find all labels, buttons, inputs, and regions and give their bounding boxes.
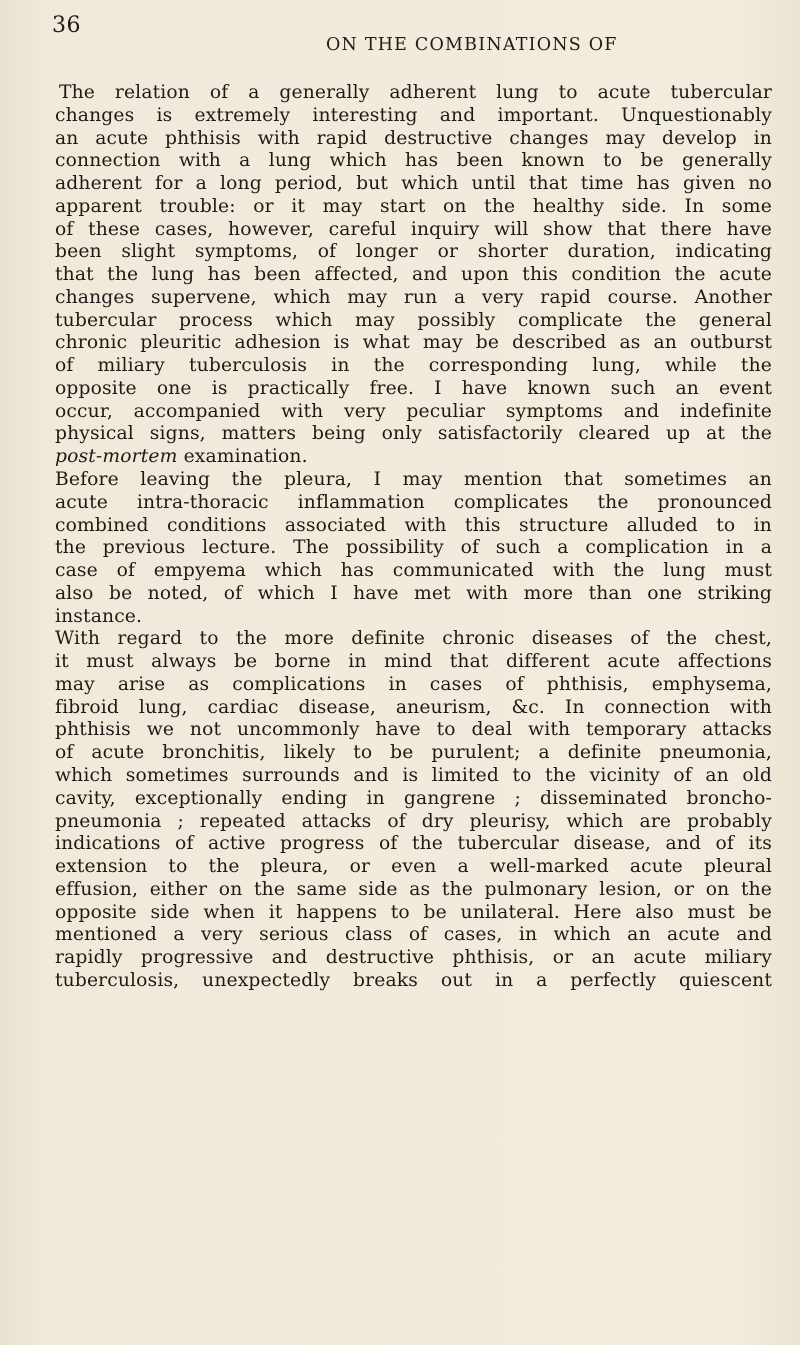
text-line: tubercular process which may possibly complicate the general [55, 309, 772, 331]
text-line: opposite side when it happens to be unilateral. Here also must be [55, 901, 772, 923]
text-line: connection with a lung which has been known to be generally [55, 150, 772, 172]
text-line: an acute phthisis with rapid destructive changes may develop in [55, 127, 772, 149]
running-head: ON THE COMBINATIONS OF [326, 35, 618, 55]
text-line: extension to the pleura, or even a well-marked acute pleural [55, 856, 772, 878]
text-line: case of empyema which has communicated with the lung must [55, 560, 772, 582]
text-line: The relation of a generally adherent lung to acute tubercular [59, 82, 772, 103]
text-line: apparent trouble: or it may start on the healthy side. In some [55, 195, 772, 217]
text-line: occur, accompanied with very peculiar symptoms and indefinite [55, 400, 772, 422]
text-line: rapidly progressive and destructive phthisis, or an acute miliary [55, 947, 772, 969]
text-line: tuberculosis, unexpectedly breaks out in a perfectly quiescent [55, 969, 772, 991]
text-line: indications of active progress of the tubercular disease, and of its [55, 833, 772, 855]
body-text [55, 82, 772, 993]
text-line: changes supervene, which may run a very rapid course. Another [55, 286, 772, 308]
text-line: phthisis we not uncommonly have to deal with temporary attacks [55, 719, 772, 741]
text-line: chronic pleuritic adhesion is what may be described as an outburst [55, 332, 772, 354]
text-line: changes is extremely interesting and important. Unquestionably [55, 104, 772, 126]
text-line: combined conditions associated with this structure alluded to in [55, 514, 772, 536]
text-line: also be noted, of which I have met with more than one striking [55, 582, 772, 604]
text-line: been slight symptoms, of longer or shorter duration, indicating [55, 241, 772, 263]
text-line: of miliary tuberculosis in the corresponding lung, while the [55, 355, 772, 377]
text-line: pneumonia ; repeated attacks of dry pleurisy, which are probably [55, 810, 772, 832]
page-header [0, 14, 800, 64]
text-line: effusion, either on the same side as the pulmonary lesion, or on the [55, 878, 772, 900]
text-line: opposite one is practically free. I have known such an event [55, 377, 772, 399]
text-line: With regard to the more definite chronic diseases of the chest, [55, 628, 772, 650]
text-line: instance. [55, 605, 143, 627]
text-line: cavity, exceptionally ending in gangrene ; disseminated broncho- [55, 787, 772, 809]
text-line: physical signs, matters being only satisfactorily cleared up at the [55, 423, 772, 445]
text-line: adherent for a long period, but which until that time has given no [55, 173, 772, 195]
text-line: of acute bronchitis, likely to be purulent; a definite pneumonia, [55, 742, 772, 764]
text-line: acute intra-thoracic inflammation complicates the pronounced [55, 491, 772, 513]
text-line: the previous lecture. The possibility of such a complication in a [55, 537, 772, 559]
italic-term: post-mortem [55, 446, 178, 468]
text-line: which sometimes surrounds and is limited to the vicinity of an old [55, 764, 772, 786]
text-line: of these cases, however, careful inquiry will show that there have [55, 218, 772, 240]
text-line [55, 446, 772, 469]
page-number: 36 [52, 13, 81, 38]
text-line: Before leaving the pleura, I may mention that sometimes an [55, 469, 772, 491]
text-line: mentioned a very serious class of cases, in which an acute and [55, 924, 772, 946]
text-line: it must always be borne in mind that different acute affections [55, 651, 772, 673]
text-fragment: examination. [177, 446, 308, 468]
text-line: that the lung has been affected, and upon this condition the acute [55, 264, 772, 286]
text-line: fibroid lung, cardiac disease, aneurism, &c. In connection with [55, 696, 772, 718]
text-line: may arise as complications in cases of phthisis, emphysema, [55, 673, 772, 695]
